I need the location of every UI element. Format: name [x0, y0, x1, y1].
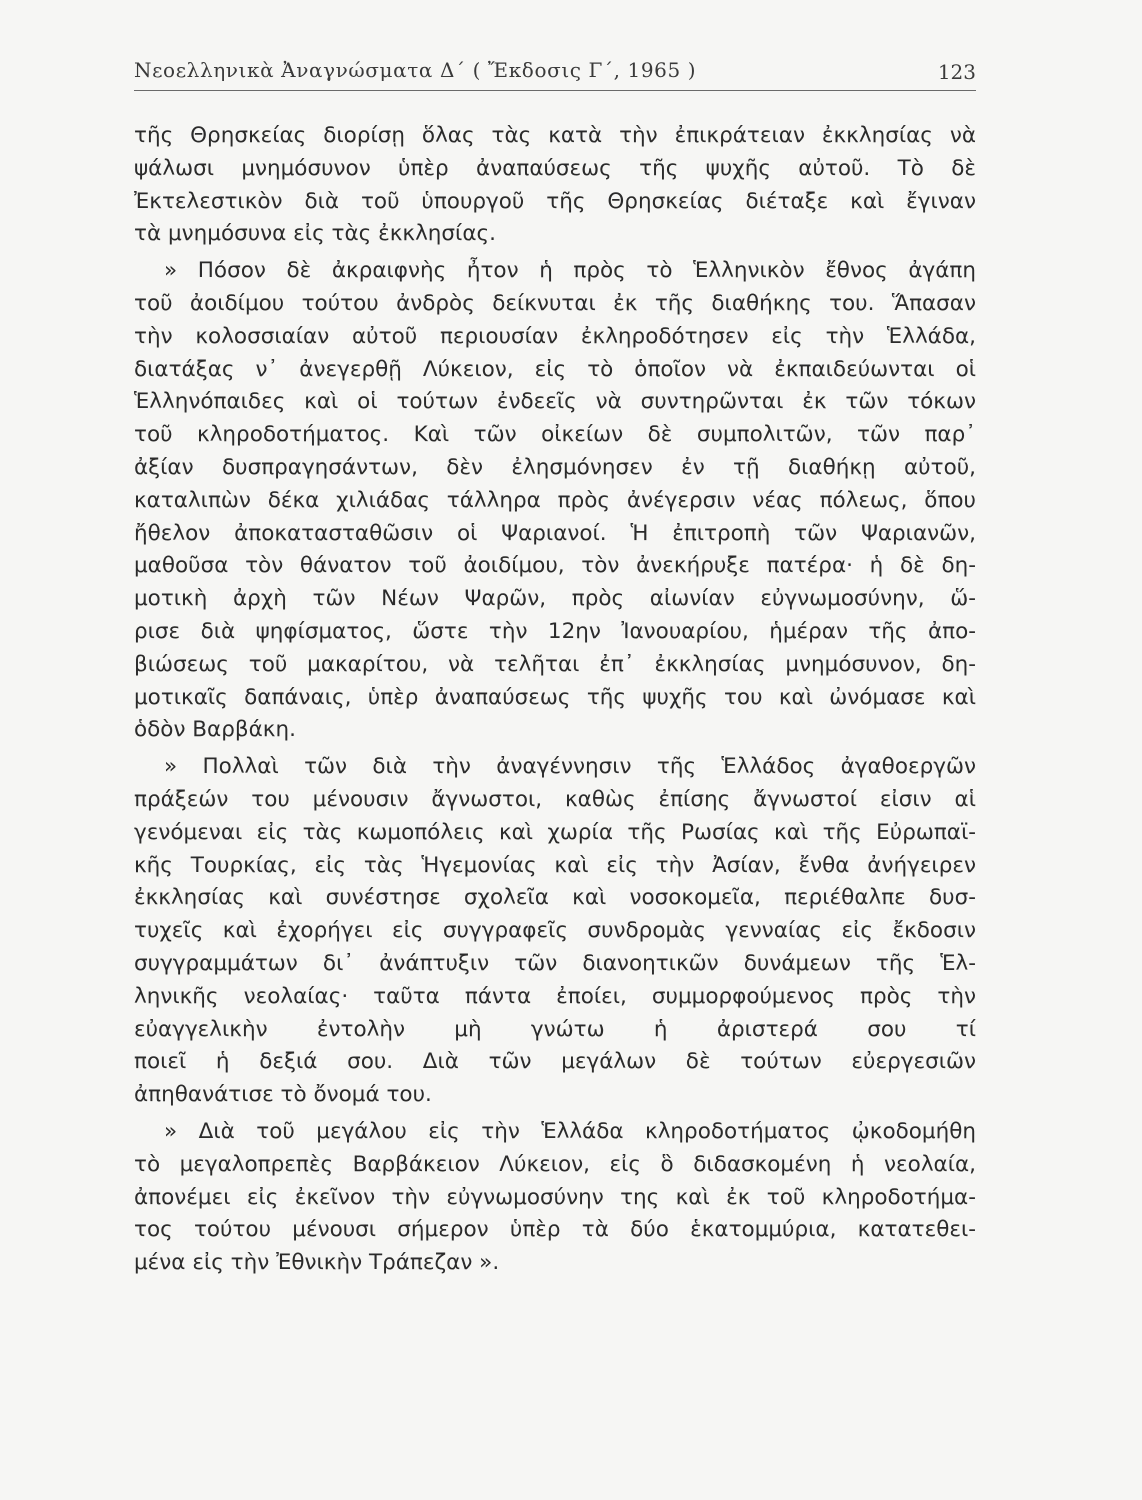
- text-line: διατάξας ν᾽ ἀνεγερθῇ Λύκειον, εἰς τὸ ὁποῖον νὰ ἐκπαιδεύωνται οἱ: [134, 356, 976, 382]
- paragraph: [134, 255, 976, 747]
- running-header: [134, 56, 976, 91]
- text-line: » Διὰ τοῦ μεγάλου εἰς τὴν Ἑλλάδα κληροδοτήματος ᾠκοδομήθη: [164, 1118, 976, 1144]
- text-line: τοῦ ἀοιδίμου τούτου ἀνδρὸς δείκνυται ἐκ τῆς διαθήκης του. Ἅπασαν: [134, 290, 976, 316]
- text-line: γενόμεναι εἰς τὰς κωμοπόλεις καὶ χωρία τῆς Ρωσίας καὶ τῆς Εὐρωπαϊ-: [134, 819, 976, 845]
- text-line: μαθοῦσα τὸν θάνατον τοῦ ἀοιδίμου, τὸν ἀνεκήρυξε πατέρα· ἡ δὲ δη-: [134, 553, 976, 579]
- text-line: τὸ μεγαλοπρεπὲς Βαρβάκειον Λύκειον, εἰς ὃ διδασκομένη ἡ νεολαία,: [134, 1151, 976, 1177]
- text-line: εὐαγγελικὴν ἐντολὴν μὴ γνώτω ἡ ἀριστερά σου τί: [134, 1016, 976, 1042]
- text-line: ρισε διὰ ψηφίσματος, ὥστε τὴν 12ην Ἰανουαρίου, ἡμέραν τῆς ἀπο-: [134, 618, 976, 644]
- body-text: [134, 120, 976, 1280]
- page-number: 123: [937, 60, 976, 84]
- text-line: συγγραμμάτων δι᾽ ἀνάπτυξιν τῶν διανοητικῶν δυνάμεων τῆς Ἑλ-: [134, 950, 976, 976]
- text-line: βιώσεως τοῦ μακαρίτου, νὰ τελῆται ἐπ᾽ ἐκκλησίας μνημόσυνον, δη-: [134, 651, 976, 677]
- text-line: τοῦ κληροδοτήματος. Καὶ τῶν οἰκείων δὲ συμπολιτῶν, τῶν παρ᾽: [134, 422, 976, 448]
- text-line: ἤθελον ἀποκατασταθῶσιν οἱ Ψαριανοί. Ἡ ἐπιτροπὴ τῶν Ψαριανῶν,: [134, 520, 976, 546]
- text-line: πράξεών του μένουσιν ἄγνωστοι, καθὼς ἐπίσης ἄγνωστοί εἰσιν αἱ: [134, 786, 976, 812]
- paragraph: [134, 1116, 976, 1280]
- header-title: Νεοελληνικὰ Ἀναγνώσματα Δ΄ ( Ἔκδοσις Γ΄, 1965 ): [134, 58, 697, 82]
- text-line: τὴν κολοσσιαίαν αὐτοῦ περιουσίαν ἐκληροδότησεν εἰς τὴν Ἑλλάδα,: [134, 323, 976, 349]
- text-line: ἀπονέμει εἰς ἐκεῖνον τὴν εὐγνωμοσύνην της καὶ ἐκ τοῦ κληροδοτήμα-: [134, 1184, 976, 1210]
- text-line: Ἐκτελεστικὸν διὰ τοῦ ὑπουργοῦ τῆς Θρησκείας διέταξε καὶ ἔγιναν: [134, 188, 976, 214]
- text-line: ποιεῖ ἡ δεξιά σου. Διὰ τῶν μεγάλων δὲ τούτων εὐεργεσιῶν: [134, 1049, 976, 1075]
- text-line: Ἑλληνόπαιδες καὶ οἱ τούτων ἐνδεεῖς νὰ συντηρῶνται ἐκ τῶν τόκων: [134, 389, 976, 415]
- text-line: ληνικῆς νεολαίας· ταῦτα πάντα ἐποίει, συμμορφούμενος πρὸς τὴν: [134, 983, 976, 1009]
- text-line: κῆς Τουρκίας, εἰς τὰς Ἡγεμονίας καὶ εἰς τὴν Ἀσίαν, ἔνθα ἀνήγειρεν: [134, 852, 976, 878]
- paragraph: [134, 120, 976, 251]
- text-line: μοτικαῖς δαπάναις, ὑπὲρ ἀναπαύσεως τῆς ψυχῆς του καὶ ὠνόμασε καὶ: [134, 684, 976, 710]
- text-line: » Πολλαὶ τῶν διὰ τὴν ἀναγέννησιν τῆς Ἑλλάδος ἀγαθοεργῶν: [164, 754, 976, 780]
- text-line: τὰ μνημόσυνα εἰς τὰς ἐκκλησίας.: [134, 221, 496, 247]
- text-line: ὁδὸν Βαρβάκη.: [134, 717, 296, 743]
- text-line: ἀπηθανάτισε τὸ ὄνομά του.: [134, 1082, 432, 1108]
- text-line: » Πόσον δὲ ἀκραιφνὴς ἦτον ἡ πρὸς τὸ Ἑλληνικὸν ἔθνος ἀγάπη: [164, 258, 976, 284]
- text-line: μοτικὴ ἀρχὴ τῶν Νέων Ψαρῶν, πρὸς αἰωνίαν εὐγνωμοσύνην, ὥ-: [134, 586, 976, 612]
- text-line: τῆς Θρησκείας διορίσῃ ὅλας τὰς κατὰ τὴν ἐπικράτειαν ἐκκλησίας νὰ: [134, 123, 976, 148]
- paragraph: [134, 751, 976, 1112]
- text-line: ἀξίαν δυσπραγησάντων, δὲν ἐλησμόνησεν ἐν τῇ διαθήκῃ αὐτοῦ,: [134, 454, 976, 480]
- text-line: ψάλωσι μνημόσυνον ὑπὲρ ἀναπαύσεως τῆς ψυχῆς αὐτοῦ. Τὸ δὲ: [134, 155, 976, 181]
- text-line: ἐκκλησίας καὶ συνέστησε σχολεῖα καὶ νοσοκομεῖα, περιέθαλπε δυσ-: [134, 885, 976, 911]
- text-line: καταλιπὼν δέκα χιλιάδας τάλληρα πρὸς ἀνέγερσιν νέας πόλεως, ὅπου: [134, 487, 976, 513]
- text-line: τυχεῖς καὶ ἐχορήγει εἰς συγγραφεῖς συνδρομὰς γενναίας εἰς ἔκδοσιν: [134, 918, 976, 944]
- text-line: μένα εἰς τὴν Ἐθνικὴν Τράπεζαν ».: [134, 1250, 500, 1276]
- text-line: τος τούτου μένουσι σήμερον ὑπὲρ τὰ δύο ἑκατομμύρια, κατατεθει-: [134, 1217, 976, 1243]
